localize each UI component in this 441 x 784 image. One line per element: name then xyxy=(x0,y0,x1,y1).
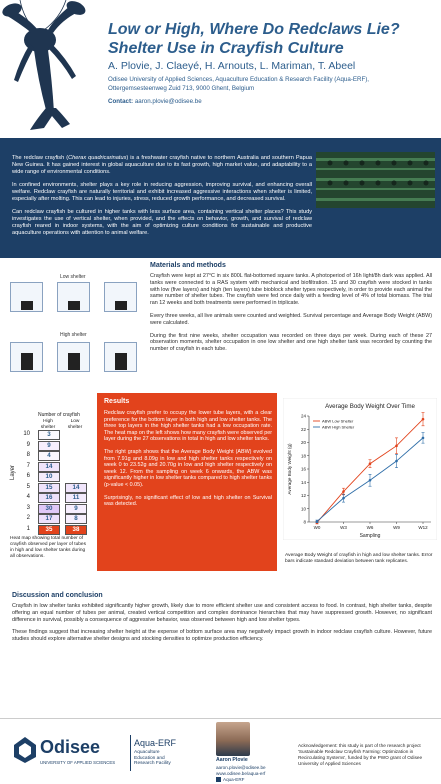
heatmap-cell-high: 30 xyxy=(38,504,60,514)
high-shelter-label: High shelter xyxy=(60,332,87,338)
chart-frame xyxy=(283,398,437,540)
chart-y-tick-label: 24 xyxy=(300,413,306,419)
odisee-logo-icon xyxy=(12,735,38,765)
methods-title: Materials and methods xyxy=(150,262,226,269)
chart-x-tick-label: W6 xyxy=(366,525,374,530)
chart-legend-label: ABW High Shelter xyxy=(322,424,355,430)
odisee-logo-sub: UNIVERSITY OF APPLIED SCIENCES xyxy=(40,760,116,765)
high-shelter-block-icon xyxy=(11,343,42,371)
contact-label: Contact: xyxy=(108,98,134,105)
intro-paragraph-1: The redclaw crayfish (Cherax quadricarinatus) is a freshwater crayfish native to northern Australia and southern Papua New Guinea. It has gained interest in global aquaculture due to its fast growth, high market value, and adaptability to a wide range of environmental conditions. xyxy=(12,155,313,175)
results-paragraph-2: The right graph shows that the Average Body Weight (ABW) evolved from 7.91g and 8.09g in low and high shelter tanks respectively on week 0 to 23.52g and 20.70g in low and high shelter respectively on week 12. From the sampling on week 6 onwards, the ABW was significantly higher in low shelter tanks compared to high shelter tanks (p-value < 0.05). xyxy=(104,448,272,488)
heatmap-cell-low: 38 xyxy=(65,525,87,535)
low-shelter-block-icon xyxy=(58,283,89,311)
chart-y-tick-label: 14 xyxy=(300,479,306,485)
heatmap-cell-high: 3 xyxy=(38,430,60,440)
heatmap-cell-high: 35 xyxy=(38,525,60,535)
chart-x-tick-label: W12 xyxy=(418,525,428,530)
low-shelter-block-icon xyxy=(11,283,42,311)
chart-x-tick-label: W9 xyxy=(393,525,400,530)
discussion-title: Discussion and conclusion xyxy=(12,592,103,599)
heatmap-cell-low: 8 xyxy=(65,514,87,524)
high-shelter-block-icon xyxy=(58,343,89,371)
intro-paragraph-3: Can redclaw crayfish be cultured in higher tanks with less surface area, containing vertical shelter places? This study investigates the use of vertical shelter, when provided, and the effects on behavior, growth, and survival of redclaw crayfish reared in indoor systems, with the aim of optimizing culture conditions for sustainable and productive aquaculture operations with attention to animal welfare. xyxy=(12,209,312,236)
chart-y-tick-label: 16 xyxy=(300,466,306,472)
chart-y-tick-label: 8 xyxy=(303,519,306,525)
results-paragraph-1: Redclaw crayfish prefer to occupy the lower tube layers, with a clear preference for the bottom layer in both high and low shelter tanks. The three top layers in the high shelter tanks had a low occupation rate. The heat map on the left shows how many crayfish were observed per layer during the 27 observations in total in high and low shelter tanks. xyxy=(104,410,272,443)
heatmap-col-high: High shelter xyxy=(40,419,56,430)
heatmap-cell-low: 9 xyxy=(65,504,87,514)
chart-point xyxy=(369,462,372,465)
contact xyxy=(108,98,438,105)
chart-y-tick-label: 12 xyxy=(300,493,306,499)
footer-logo-divider xyxy=(130,735,131,771)
methods-paragraph-2: Every three weeks, all live animals were counted and weighted. Survival percentage and Average Body Weight (ABW) were calculated. xyxy=(150,312,432,326)
affiliation xyxy=(108,76,438,93)
title-line-1: Low or High, Where Do Redclaws Lie? xyxy=(108,21,400,38)
chart-legend-label: ABW Low Shelter xyxy=(322,418,354,424)
title-line-2: Shelter Use in Crayfish Culture xyxy=(108,40,344,57)
heatmap-layer-number: 4 xyxy=(26,494,30,500)
high-shelter-tank xyxy=(10,342,43,372)
odisee-logo: Odisee xyxy=(40,737,101,757)
acknowledgement: Acknowledgement: this study is part of the research project 'Sustainable Redclaw Crayfish Farming: Optimization in Recirculating Systems', funded by the PWO grant of Odisee University of Applied Sciences xyxy=(298,743,423,766)
author-website[interactable]: www.odisee.be/aqua-erf xyxy=(216,771,266,776)
low-shelter-tank xyxy=(10,282,43,312)
intro-text xyxy=(12,155,312,243)
affiliation-line-1: Odisee University of Applied Sciences, Aquaculture Education & Research Facility (Aqua-ERF), xyxy=(108,76,370,83)
chart-point xyxy=(395,460,398,463)
heatmap-cell-high: 9 xyxy=(38,441,60,451)
heatmap-cell-low: 11 xyxy=(65,493,87,503)
affiliation-line-2: Ottergemsesteenweg Zuid 713, 9000 Ghent, Belgium xyxy=(108,84,255,92)
heatmap-layer-number: 6 xyxy=(26,473,30,479)
author-email[interactable]: aaron.plovie@odisee.be xyxy=(216,765,266,770)
chart-y-tick-label: 22 xyxy=(300,426,306,432)
social-icon xyxy=(216,777,221,782)
author-name: Aaron Plovie xyxy=(216,757,248,763)
crayfish-image xyxy=(0,0,110,132)
chart-point xyxy=(369,479,372,482)
results-text xyxy=(104,410,272,514)
heatmap-layer-number: 3 xyxy=(26,504,30,511)
low-shelter-label: Low shelter xyxy=(60,274,86,280)
chart-point xyxy=(422,437,425,440)
chart-y-label: Average Body Weight (g) xyxy=(287,443,292,495)
author-photo xyxy=(216,722,250,756)
poster-title xyxy=(108,20,438,58)
chart-x-tick-label: W0 xyxy=(313,525,321,530)
results-title: Results xyxy=(104,398,130,405)
heatmap-caption: Heat map showing total number of crayfish observed per layer of tubes in high and low shelter tanks during all observations. xyxy=(10,536,86,559)
aqua-erf-title: Aqua-ERF xyxy=(134,738,177,748)
heatmap-layer-number: 9 xyxy=(26,441,30,448)
heatmap-col-low: Low shelter xyxy=(67,419,83,430)
heatmap-cell-high: 4 xyxy=(38,451,60,461)
author-social[interactable]: Aqua-ERF xyxy=(216,777,266,783)
high-shelter-tank xyxy=(57,342,90,372)
tank-photo xyxy=(316,152,435,208)
heatmap-cell-high: 15 xyxy=(38,483,60,493)
chart-x-label: Sampling xyxy=(359,533,381,539)
aqua-erf-sub: Aquaculture Education and Research Facility xyxy=(134,750,171,767)
high-shelter-tank xyxy=(104,342,137,372)
heatmap-layer-number: 2 xyxy=(26,515,30,521)
discussion-paragraph-2: These findings suggest that increasing shelter height at the expense of bottom surface area may negatively impact growth in indoor redclaw crayfish culture. However, future studies should explore alternative shelter designs and stocking densities to optimize production efficiency. xyxy=(12,629,432,643)
low-shelter-block-icon xyxy=(105,283,136,311)
chart-y-tick-label: 18 xyxy=(300,453,306,459)
author-contact xyxy=(216,765,266,783)
heatmap-layer-number: 5 xyxy=(26,483,30,490)
chart-point xyxy=(422,418,425,421)
contact-email[interactable]: aaron.plovie@odisee.be xyxy=(134,98,202,105)
heatmap-axis-label: Layer xyxy=(10,464,16,480)
chart-point xyxy=(342,490,345,493)
heatmap-layer-number: 7 xyxy=(26,462,30,469)
discussion-text xyxy=(12,603,432,649)
chart-caption: Average Body Weight of crayfish in high and low shelter tanks. Error bars indicate standard deviation between tank replicates. xyxy=(285,553,433,564)
chart-point xyxy=(395,445,398,448)
chart-title: Average Body Weight Over Time xyxy=(325,403,415,410)
abw-chart xyxy=(283,398,437,540)
methods-text xyxy=(150,273,432,359)
heatmap-layer-number: 1 xyxy=(26,525,30,532)
methods-paragraph-1: Crayfish were kept at 27°C in six 800L flat-bottomed square tanks. A photoperiod of 16h light/8h dark was applied. All tanks were connected to a RAS system with mechanical and biofiltration. 15 and 30 crayfish were stocked in tanks with low (five layers) and high (ten layers) tube bioblock shelter types respectively, in order to provide each animal the same number of shelter tubes. The crayfish were fed once daily with a feeding level of 4% of total biomass. The trial ran 12 weeks and both treatments were performed in triplicate. xyxy=(150,273,432,307)
heatmap-layer-number: 10 xyxy=(23,431,30,437)
low-shelter-tank xyxy=(104,282,137,312)
intro-paragraph-2: In confined environments, shelter plays a key role in reducing aggression, improving survival, and enhancing overall welfare. Redclaw crayfish are naturally territorial and exhibit increased aggressive interactions when shelter is limited, especially after molting. This can lead to injuries, stress, reduced growth performance, and decreased survival. xyxy=(12,182,312,202)
chart-point xyxy=(316,520,319,523)
heatmap-cell-high: 10 xyxy=(38,472,60,482)
low-shelter-tank xyxy=(57,282,90,312)
chart-y-tick-label: 20 xyxy=(300,440,306,446)
heatmap-cell-low: 14 xyxy=(65,483,87,493)
heatmap-title: Number of crayfish xyxy=(38,412,80,418)
heatmap-cell-high: 17 xyxy=(38,514,60,524)
heatmap-layer-number: 8 xyxy=(26,452,30,458)
chart-point xyxy=(342,497,345,500)
chart-x-tick-label: W3 xyxy=(340,525,347,530)
heatmap-cell-high: 14 xyxy=(38,462,60,472)
chart-y-tick-label: 10 xyxy=(300,506,306,512)
methods-paragraph-3: During the first nine weeks, shelter occupation was recorded on three days per week. During each of these 27 observation moments, shelter occupation in one low shelter and one high shelter tank was recorded by counting the number of crayfish in each tube. xyxy=(150,332,432,353)
authors: A. Plovie, J. Claeyé, H. Arnouts, L. Mariman, T. Abeel xyxy=(108,60,356,72)
results-paragraph-3: Surprisingly, no significant effect of low and high shelter on Survival was detected. xyxy=(104,494,272,508)
high-shelter-block-icon xyxy=(105,343,136,371)
heatmap-cell-high: 16 xyxy=(38,493,60,503)
discussion-paragraph-1: Crayfish in low shelter tanks exhibited significantly higher growth, likely due to more efficient shelter use and consistent access to food. In contrast, high shelter tanks, despite offering an equal number of tubes per animal, created vertical competition and complex dominance hierarchies that may have suppressed growth. However, no significant difference in survival, possibly a consequence of aggressive behavior, was observed between high and low shelter types. xyxy=(12,603,432,623)
footer-divider xyxy=(0,718,441,719)
